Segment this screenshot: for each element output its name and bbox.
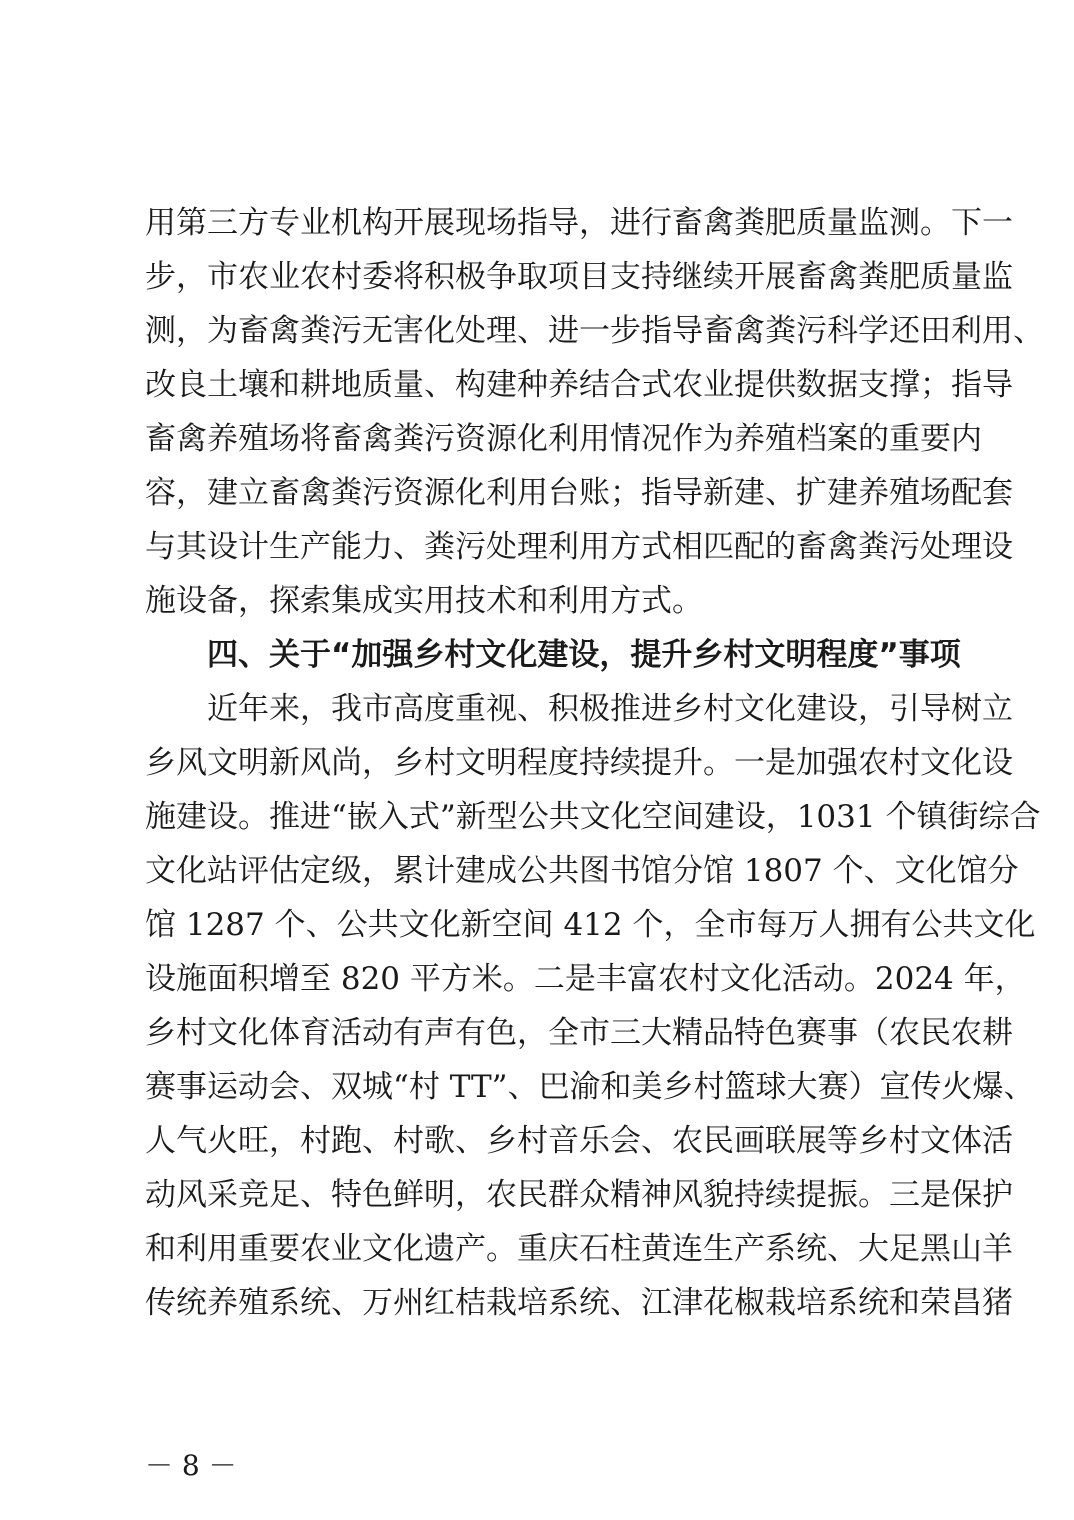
paragraph-line: 容，建立畜禽粪污资源化利用台账；指导新建、扩建养殖场配套 xyxy=(145,475,1013,511)
paragraph-line: 人气火旺，村跑、村歌、乡村音乐会、农民画联展等乡村文体活 xyxy=(145,1123,1013,1159)
paragraph-1 xyxy=(145,196,1044,628)
paragraph-line: 测，为畜禽粪污无害化处理、进一步指导畜禽粪污科学还田利用、 xyxy=(145,313,1044,349)
paragraph-2 xyxy=(145,682,1041,1330)
paragraph-line: 步，市农业农村委将积极争取项目支持继续开展畜禽粪肥质量监 xyxy=(145,259,1013,295)
paragraph-line: 乡村文化体育活动有声有色，全市三大精品特色赛事（农民农耕 xyxy=(145,1015,1013,1051)
page-number: － 8 － xyxy=(145,1449,237,1482)
paragraph-line: 施建设。推进“嵌入式”新型公共文化空间建设，1031 个镇街综合 xyxy=(145,799,1041,835)
paragraph-line: 赛事运动会、双城“村 TT”、巴渝和美乡村篮球大赛）宣传火爆、 xyxy=(145,1069,1035,1105)
paragraph-line: 用第三方专业机构开展现场指导，进行畜禽粪肥质量监测。下一 xyxy=(145,205,1013,241)
paragraph-line: 动风采竞足、特色鲜明，农民群众精神风貌持续提振。三是保护 xyxy=(145,1177,1013,1213)
paragraph-line: 传统养殖系统、万州红桔栽培系统、江津花椒栽培系统和荣昌猪 xyxy=(145,1285,1013,1321)
paragraph-line: 设施面积增至 820 平方米。二是丰富农村文化活动。2024 年， xyxy=(145,961,1026,997)
document-body xyxy=(145,196,1044,1330)
paragraph-line: 改良土壤和耕地质量、构建种养结合式农业提供数据支撑；指导 xyxy=(145,367,1013,403)
paragraph-line: 近年来，我市高度重视、积极推进乡村文化建设，引导树立 xyxy=(207,691,1013,727)
paragraph-line: 和利用重要农业文化遗产。重庆石柱黄连生产系统、大足黑山羊 xyxy=(145,1231,1013,1267)
paragraph-line: 施设备，探索集成实用技术和利用方式。 xyxy=(145,583,703,619)
paragraph-line: 馆 1287 个、公共文化新空间 412 个，全市每万人拥有公共文化 xyxy=(145,907,1036,943)
paragraph-line: 与其设计生产能力、粪污处理利用方式相匹配的畜禽粪污处理设 xyxy=(145,529,1013,565)
paragraph-line: 文化站评估定级，累计建成公共图书馆分馆 1807 个、文化馆分 xyxy=(145,853,1019,889)
section-heading: 四、关于“加强乡村文化建设，提升乡村文明程度”事项 xyxy=(207,637,961,673)
paragraph-line: 乡风文明新风尚，乡村文明程度持续提升。一是加强农村文化设 xyxy=(145,745,1013,781)
paragraph-line: 畜禽养殖场将畜禽粪污资源化利用情况作为养殖档案的重要内 xyxy=(145,421,982,457)
